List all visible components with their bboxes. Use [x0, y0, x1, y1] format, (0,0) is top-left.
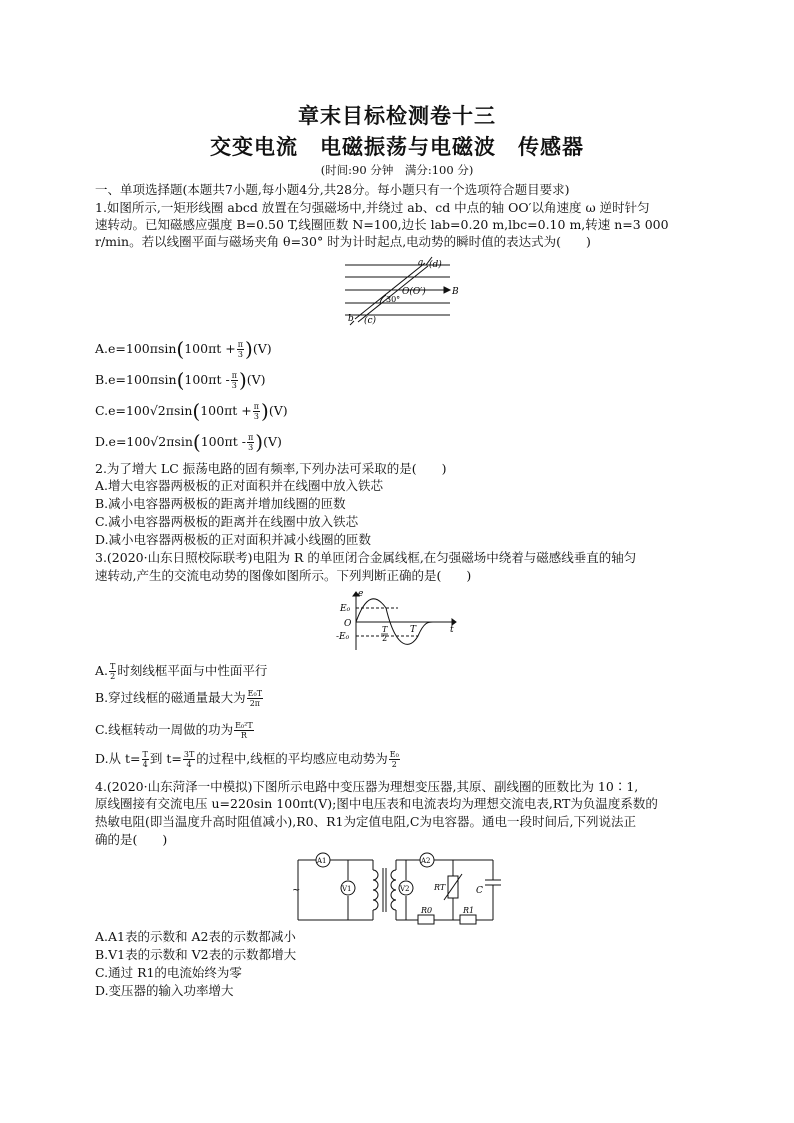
opt-a-inner: 100πt +	[184, 341, 236, 356]
label-voltmeter-v1: V1	[342, 885, 352, 893]
q3-c-text: C.线框转动一周做的功为	[95, 722, 234, 737]
label-ammeter-a1: A1	[317, 857, 327, 865]
graph-label-half-t-num: T	[382, 625, 388, 634]
section-heading: 一、单项选择题(本题共7小题,每小题4分,共28分。每小题只有一个选项符合题目要求)	[95, 182, 570, 197]
graph-label-t-axis: t	[450, 625, 454, 635]
q1-line2: 速转动。已知磁感应强度 B=0.50 T,线圈匝数 N=100,边长 lab=0.20 m,lbc=0.10 m,转速 n=3 000	[95, 217, 669, 232]
opt-c-prefix: C.e=100√2πsin	[95, 403, 193, 418]
q3-b-num: E₀T	[247, 689, 263, 698]
q3-c-num: E₀²T	[235, 721, 253, 730]
opt-d-prefix: D.e=100√2πsin	[95, 434, 193, 449]
opt-a-prefix: A.e=100πsin	[95, 341, 177, 356]
q1-line1: 1.如图所示,一矩形线圈 abcd 放置在匀强磁场中,并绕过 ab、cd 中点的轴 OO′以角速度 ω 逆时针匀	[95, 200, 650, 215]
q4-line3: 热敏电阻(即当温度升高时阻值减小),R0、R1为定值电阻,C为电容器。通电一段时间后,下列说法正	[95, 814, 636, 829]
graph-label-half-t-den: 2	[382, 634, 388, 643]
graph-label-e0: E₀	[340, 604, 351, 614]
q3-line2: 速转动,产生的交流电动势的图像如图所示。下列判断正确的是( )	[95, 568, 472, 583]
q3-emf-graph	[338, 588, 463, 656]
q3-b-text: B.穿过线框的磁通量最大为	[95, 690, 246, 705]
opt-c-unit: (V)	[268, 403, 288, 418]
q4-circuit-diagram	[288, 848, 508, 928]
q4-line1: 4.(2020·山东菏泽一中模拟)下图所示电路中变压器为理想变压器,其原、副线圈的匝数比为 10∶1,	[95, 779, 639, 794]
q2-option-c: C.减小电容器两极板的距离并在线圈中放入铁芯	[95, 514, 359, 529]
q3-d-den1: 4	[142, 760, 148, 769]
exam-meta: (时间:90 分钟 满分:100 分)	[320, 163, 474, 177]
q1-option-c: C.e=100√2πsin(100πt + $\frac{\pi}{3}$ )(V)	[95, 399, 288, 423]
label-voltmeter-v2: V2	[400, 885, 410, 893]
q4-option-d: D.变压器的输入功率增大	[95, 983, 234, 998]
q4-option-a: A.A1表的示数和 A2表的示数都减小	[95, 929, 296, 944]
graph-label-neg-e0: -E₀	[336, 632, 350, 642]
q4-line2: 原线圈接有交流电压 u=220sin 100πt(V);图中电压表和电流表均为理想交流电表,RT为负温度系数的	[95, 796, 658, 811]
fig-label-b: b	[348, 314, 354, 324]
q2-option-a: A.增大电容器两极板的正对面积并在线圈中放入铁芯	[95, 478, 384, 493]
label-resistor-r1: R1	[463, 906, 475, 915]
opt-d-inner: 100πt -	[200, 434, 246, 449]
q3-line1: 3.(2020·山东日照校际联考)电阻为 R 的单匝闭合金属线框,在匀强磁场中绕着与磁感线垂直的轴匀	[95, 550, 637, 565]
q1-line3: r/min。若以线圈平面与磁场夹角 θ=30° 时为计时起点,电动势的瞬时值的表达式为( )	[95, 234, 591, 249]
opt-d-num: π	[248, 433, 254, 442]
q3-d-den2: 4	[186, 760, 192, 769]
q3-d-num2: 3T	[183, 750, 195, 759]
q1-coil-figure	[340, 255, 465, 325]
q3-a-text: 时刻线框平面与中性面平行	[117, 663, 268, 678]
q1-option-b: B.e=100πsin(100πt - $\frac{\pi}{3}$ )(V)	[95, 368, 266, 392]
q1-option-a: A.e=100πsin(100πt + $\frac{\pi}{3}$ )(V)	[95, 337, 272, 361]
opt-b-prefix: B.e=100πsin	[95, 372, 177, 387]
q4-option-c: C.通过 R1的电流始终为零	[95, 965, 242, 980]
q3-d-num3: E₀	[389, 750, 399, 759]
label-thermistor-rt: RT	[434, 883, 446, 892]
q4-option-b: B.V1表的示数和 V2表的示数都增大	[95, 947, 297, 962]
q3-option-b	[95, 689, 264, 708]
q3-d-mid: 到 t=	[149, 751, 182, 766]
page-subtitle: 交变电流 电磁振荡与电磁波 传感器	[210, 135, 584, 159]
q3-a-num: T	[110, 662, 116, 671]
graph-label-e: e	[358, 589, 364, 599]
label-ammeter-a2: A2	[421, 857, 431, 865]
fig-label-B: B	[452, 287, 459, 297]
q3-d-den3: 2	[391, 760, 397, 769]
fig-label-c: (c)	[364, 316, 377, 326]
q3-b-den: 2π	[249, 699, 261, 708]
fig-label-d: (d)	[429, 260, 442, 270]
fig-label-o: O(O′)	[402, 287, 426, 297]
opt-b-den: 3	[231, 381, 237, 390]
opt-b-inner: 100πt -	[184, 372, 230, 387]
label-ac-source: ~	[292, 885, 301, 896]
q3-c-den: R	[240, 731, 247, 740]
q3-d-prefix: D.从 t=	[95, 751, 141, 766]
q3-option-d	[95, 750, 401, 769]
fig-label-angle: 30°	[386, 295, 401, 304]
label-resistor-r0: R0	[421, 906, 433, 915]
opt-b-num: π	[231, 371, 237, 380]
fig-label-a: a	[418, 258, 424, 268]
q3-d-text: 的过程中,线框的平均感应电动势为	[196, 751, 388, 766]
q3-a-den: 2	[110, 672, 116, 681]
opt-c-den: 3	[253, 412, 259, 421]
graph-label-origin: O	[344, 619, 352, 629]
opt-d-unit: (V)	[263, 434, 282, 449]
q3-d-num1: T	[142, 750, 148, 759]
q2-option-b: B.减小电容器两极板的距离并增加线圈的匝数	[95, 496, 346, 511]
q3-option-a	[95, 662, 267, 681]
graph-label-t-period: T	[410, 625, 417, 635]
q3-option-c	[95, 721, 255, 740]
opt-a-num: π	[237, 340, 244, 349]
q3-a-prefix: A.	[95, 663, 109, 678]
page-title: 章末目标检测卷十三	[298, 104, 496, 128]
q2-stem: 2.为了增大 LC 振荡电路的固有频率,下列办法可采取的是( )	[95, 461, 447, 476]
opt-b-unit: (V)	[246, 372, 266, 387]
q2-option-d: D.减小电容器两极板的正对面积并减小线圈的匝数	[95, 532, 372, 547]
q1-option-d: D.e=100√2πsin(100πt - $\frac{\pi}{3}$ )(V)	[95, 430, 282, 454]
opt-a-unit: (V)	[252, 341, 272, 356]
opt-c-num: π	[253, 402, 260, 411]
opt-d-den: 3	[248, 443, 254, 452]
q4-line4: 确的是( )	[95, 832, 168, 847]
opt-c-inner: 100πt +	[200, 403, 252, 418]
label-capacitor-c: C	[476, 886, 483, 896]
opt-a-den: 3	[237, 350, 243, 359]
